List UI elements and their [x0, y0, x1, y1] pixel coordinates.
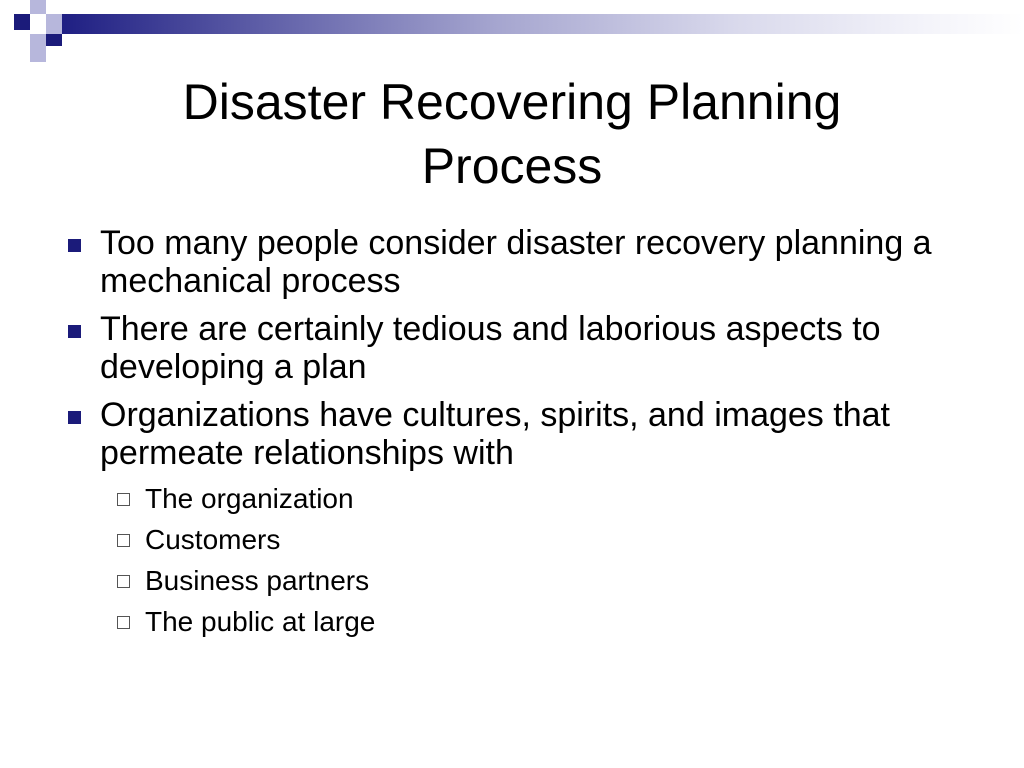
hollow-square-bullet-icon [117, 616, 130, 629]
bullet-text: There are certainly tedious and laborious aspects to developing a plan [100, 310, 881, 386]
bullet-text: Organizations have cultures, spirits, and images that permeate relationships with [100, 396, 890, 472]
sub-bullet-text: Customers [145, 524, 281, 555]
sub-bullet-text: The organization [145, 483, 354, 514]
header-decoration [0, 0, 1024, 64]
header-gradient-bar [62, 14, 1024, 34]
hollow-square-bullet-icon [117, 534, 130, 547]
slide-title [60, 70, 964, 198]
bullet-text: Too many people consider disaster recovery planning a mechanical process [100, 224, 932, 300]
sub-bullet-item [115, 523, 982, 557]
sub-bullet-item [115, 564, 982, 598]
bullet-item [62, 310, 982, 386]
deco-square [46, 14, 62, 34]
deco-square [30, 46, 46, 62]
bullet-item [62, 224, 982, 300]
deco-square [14, 14, 30, 30]
deco-square [30, 34, 46, 46]
sub-bullet-text: The public at large [145, 606, 376, 637]
sub-bullet-item [115, 482, 982, 516]
slide-title-line2: Process [421, 138, 603, 194]
filled-square-bullet-icon [68, 411, 81, 424]
slide-title-line1: Disaster Recovering Planning [182, 74, 842, 130]
deco-square [46, 34, 62, 46]
hollow-square-bullet-icon [117, 575, 130, 588]
sub-bullet-list [115, 482, 982, 639]
sub-bullet-text: Business partners [145, 565, 370, 596]
sub-bullet-item [115, 605, 982, 639]
filled-square-bullet-icon [68, 325, 81, 338]
deco-square [30, 0, 46, 14]
bullet-item [62, 396, 982, 472]
slide-content [62, 224, 982, 646]
filled-square-bullet-icon [68, 239, 81, 252]
hollow-square-bullet-icon [117, 493, 130, 506]
